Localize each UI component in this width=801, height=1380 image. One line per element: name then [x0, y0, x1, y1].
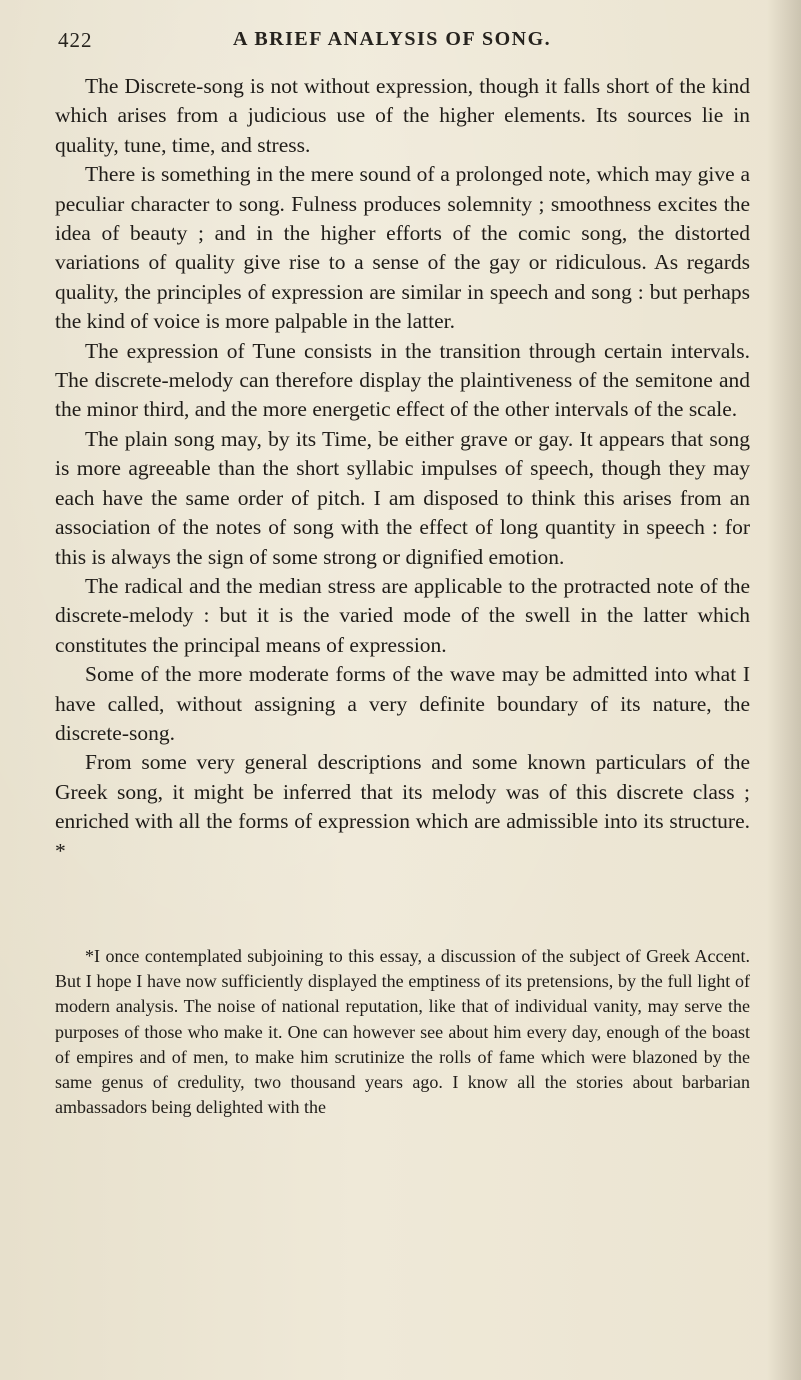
paragraph-time: The plain song may, by its Time, be either grave or gay. It appears that song is more agreeable than the short syllabic impulses of speech, though they may each have the same order of pitch. I am disposed to think this arises from an association of the notes of song with the effect of long quantity in speech : for this is always the sign of some strong or dignified emotion.: [55, 426, 750, 569]
paragraph-stress: The radical and the median stress are applicable to the protracted note of the discrete-melody : but it is the varied mode of the swell in the latter which constitutes the principal means of expression.: [55, 573, 750, 657]
running-title: A BRIEF ANALYSIS OF SONG.: [233, 28, 552, 50]
paragraph-tune: The expression of Tune consists in the transition through certain intervals. The discrete-melody can therefore display the plaintiveness of the semitone and the minor third, and the more energetic effect of the other intervals of the scale.: [55, 338, 750, 422]
page-edge-shadow: [767, 0, 801, 1380]
body-text: [55, 72, 750, 866]
paragraph-discrete-song: The Discrete-song is not without expression, though it falls short of the kind which arises from a judicious use of the higher elements. Its sources lie in quality, tune, time, and stress.: [55, 74, 750, 157]
footnote-text: *I once contemplated subjoining to this essay, a discussion of the subject of Greek Accent. But I hope I have now sufficiently displayed the emptiness of its pretensions, by the full light of modern analysis. The noise of national reputation, like that of individual vanity, may serve the purposes of those who make it. One can however see about him every day, enough of the boast of empires and of men, to make him scrutinize the rolls of fame which were blazoned by the same genus of credulity, two thousand years ago. I know all the stories about barbarian ambassadors being delighted with the: [55, 946, 750, 1118]
running-head: [58, 28, 618, 54]
paragraph-greek-song: From some very general descriptions and some known particulars of the Greek song, it might be inferred that its melody was of this discrete class ; enriched with all the forms of expression which are admissible into its structure. *: [55, 750, 750, 863]
paragraph-wave: Some of the more moderate forms of the wave may be admitted into what I have called, without assigning a very definite boundary of its nature, the discrete-song.: [55, 662, 750, 745]
footnote: [55, 944, 750, 1120]
paragraph-quality: There is something in the mere sound of a prolonged note, which may give a peculiar character to song. Fulness produces solemnity ; smoothness excites the idea of beauty ; and in the higher efforts of the comic song, the distorted variations of quality give rise to a sense of the gay or ridiculous. As regards quality, the principles of expression are similar in speech and song : but perhaps the kind of voice is more palpable in the latter.: [55, 162, 750, 334]
page-number: 422: [58, 28, 93, 52]
